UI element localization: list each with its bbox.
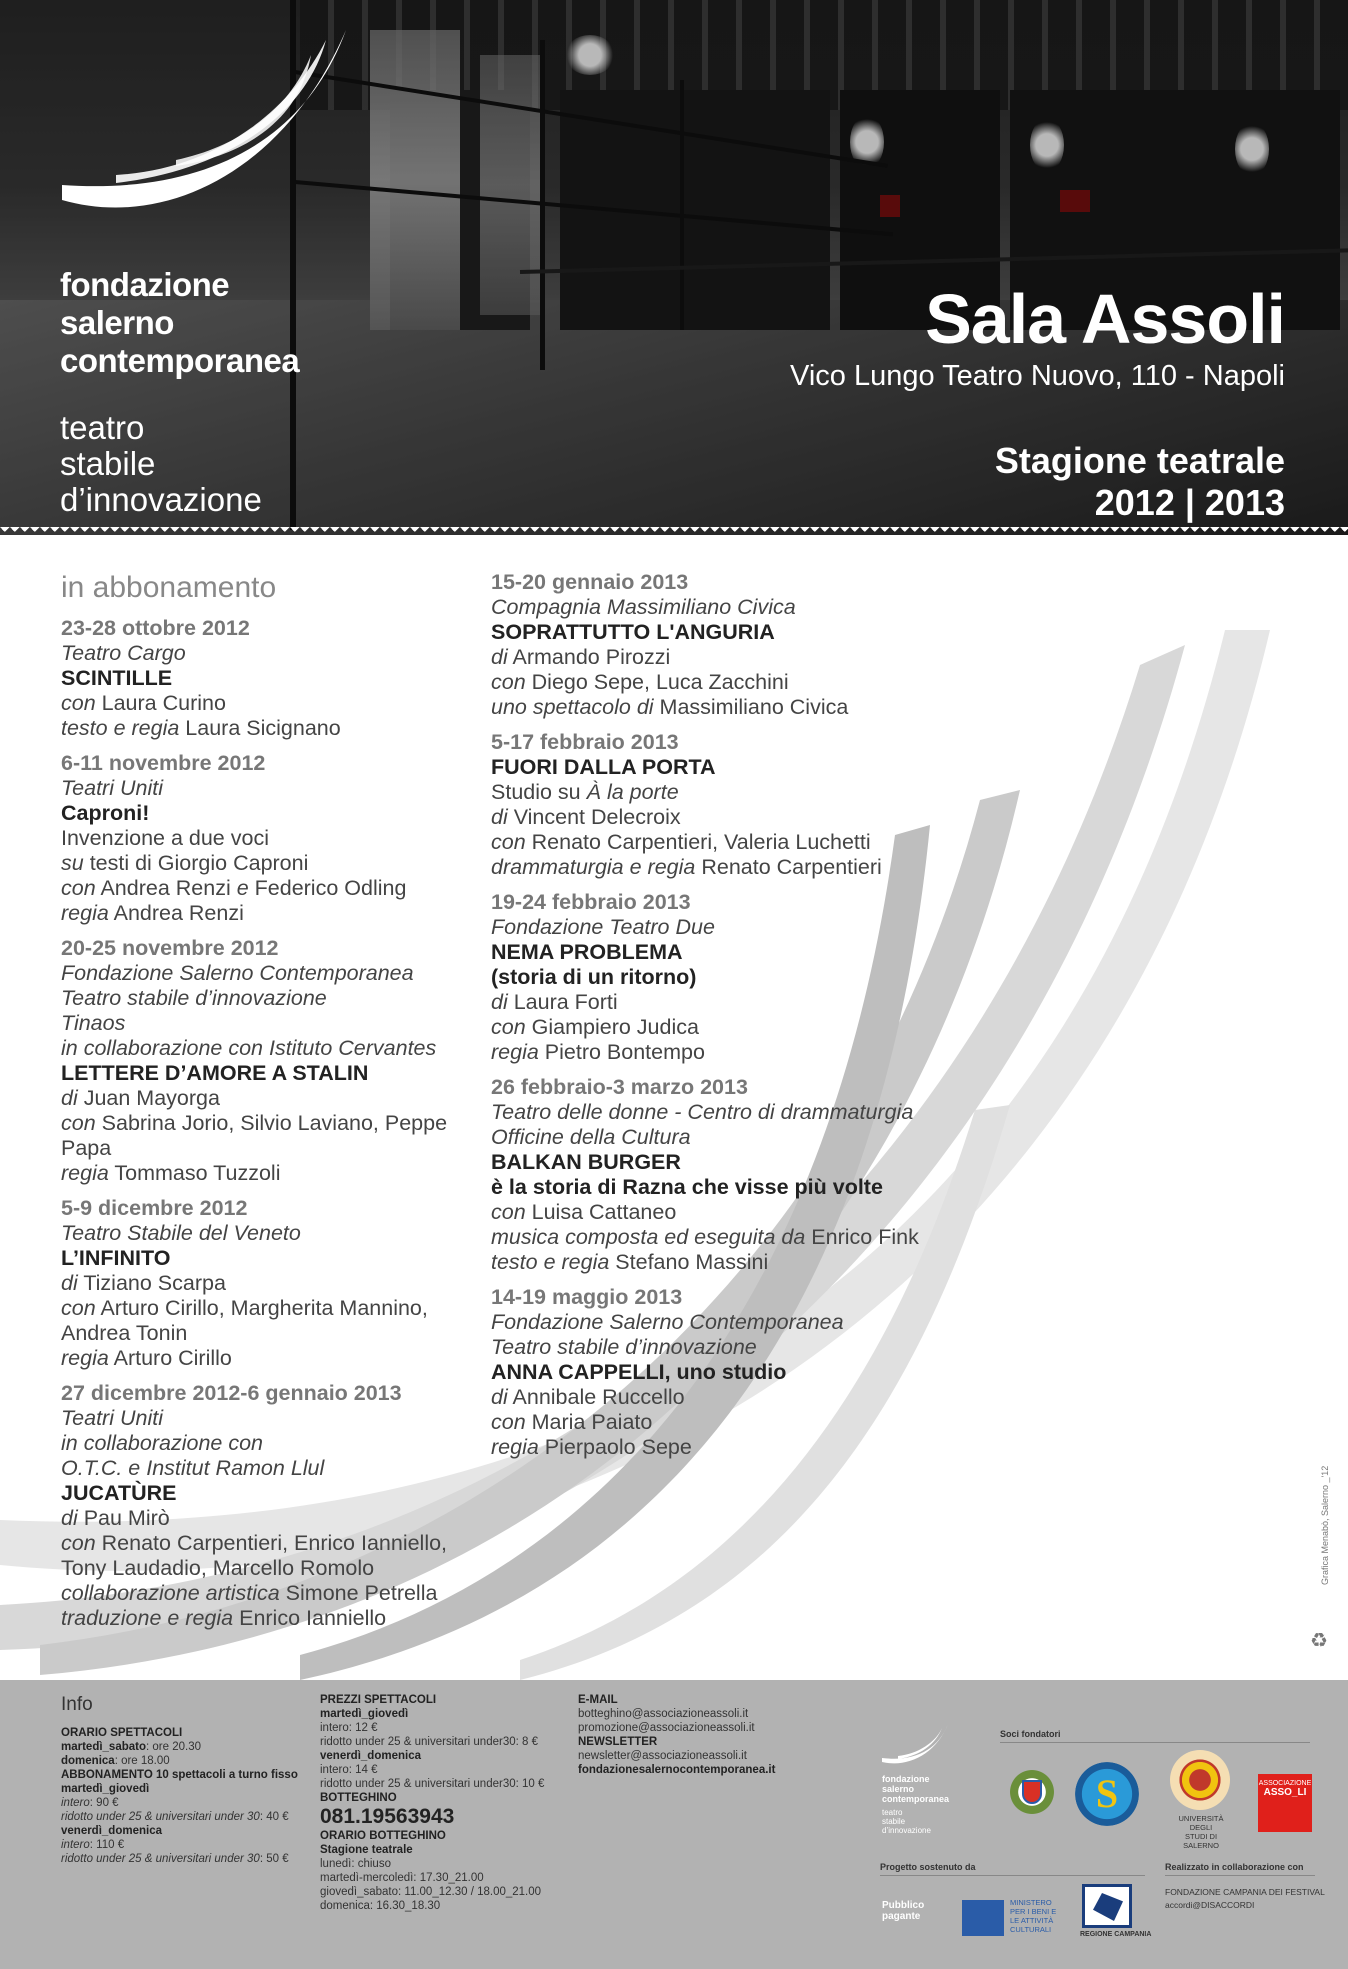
event-line <box>491 1435 971 1460</box>
event-line <box>61 1271 491 1296</box>
realizzato-label: Realizzato in collaborazione con <box>1165 1862 1304 1872</box>
info-line <box>320 1763 570 1777</box>
event-line-part: uno spettacolo di <box>491 695 654 719</box>
provincia-salerno-s-icon: S <box>1075 1762 1139 1826</box>
info-line-part: martedì-mercoledì: 17.30_21.00 <box>320 1872 484 1884</box>
pubblico-pagante-label <box>882 1900 924 1922</box>
event-line <box>491 780 971 805</box>
event-line: Andrea Tonin <box>61 1321 188 1345</box>
campania-shape-icon <box>1093 1893 1123 1921</box>
event-line: Teatri Uniti <box>61 776 163 800</box>
event-block <box>61 936 491 1186</box>
event-date: 6-11 novembre 2012 <box>61 751 266 775</box>
foundation-subtitle <box>60 410 262 518</box>
event-line-part: con <box>61 1111 96 1135</box>
info-line <box>61 1768 311 1782</box>
mibac-line: MINISTERO <box>1010 1898 1052 1907</box>
info-line-part: botteghino@associazioneassoli.it <box>578 1708 749 1720</box>
event-line-part: di <box>61 1086 78 1110</box>
event-line-part: Renato Carpentieri, Valeria Luchetti <box>525 830 871 854</box>
info-column-prices <box>320 1693 570 1913</box>
footer-foundation-sub-line: teatro <box>882 1808 903 1817</box>
info-line-part: : ore 18.00 <box>114 1755 170 1767</box>
event-line-part: di <box>491 990 508 1014</box>
info-line-part: ABBONAMENTO 10 spettacoli a turno fisso <box>61 1769 298 1781</box>
event-line-part: Juan Mayorga <box>77 1086 220 1110</box>
info-line-part: : 110 € <box>89 1839 125 1851</box>
info-line-part: promozione@associazioneassoli.it <box>578 1722 755 1734</box>
info-line <box>320 1777 570 1791</box>
regione-campania-logo-icon <box>1082 1884 1132 1928</box>
event-title: FUORI DALLA PORTA <box>491 755 716 779</box>
programme-right-column <box>491 570 971 1470</box>
info-line <box>61 1782 311 1796</box>
info-line <box>320 1871 570 1885</box>
box-office-hours <box>320 1829 570 1913</box>
event-line-part: regia <box>61 1161 109 1185</box>
info-line <box>578 1721 828 1735</box>
event-line-part: collaborazione artistica <box>61 1581 280 1605</box>
event-line-part: regia <box>61 1346 109 1370</box>
event-line <box>491 1385 971 1410</box>
event-line <box>491 695 971 720</box>
foundation-subtitle-line: teatro <box>60 409 145 446</box>
info-line <box>320 1735 570 1749</box>
info-column-contacts <box>578 1693 828 1777</box>
event-line: Teatro stabile d’innovazione <box>491 1335 757 1359</box>
event-line-part: À la porte <box>586 780 679 804</box>
info-line-part: martedì_sabato <box>61 1741 147 1753</box>
divider <box>1165 1875 1315 1876</box>
event-line: Tinaos <box>61 1011 126 1035</box>
event-line <box>61 901 491 926</box>
info-line <box>320 1899 570 1913</box>
info-line <box>320 1791 570 1805</box>
event-line <box>491 1410 971 1435</box>
event-block <box>491 1285 971 1460</box>
info-line-part: venerdì_domenica <box>61 1825 162 1837</box>
event-list-left <box>61 616 491 1631</box>
event-line-part: drammaturgia e regia <box>491 855 696 879</box>
event-line-part: con <box>61 1296 96 1320</box>
foundation-name <box>60 266 299 380</box>
info-line-part: NEWSLETTER <box>578 1736 658 1748</box>
info-line <box>320 1885 570 1899</box>
event-line: Officine della Cultura <box>491 1125 691 1149</box>
info-line-part: ridotto under 25 & universitari under30: 10 € <box>320 1778 545 1790</box>
event-line <box>61 1531 491 1556</box>
info-line-part: ORARIO BOTTEGHINO <box>320 1830 446 1842</box>
event-line-part: Tommaso Tuzzoli <box>108 1161 281 1185</box>
footer-foundation-sub-line: stabile <box>882 1817 906 1826</box>
season-label: Stagione teatrale <box>994 440 1285 481</box>
event-title: SCINTILLE <box>61 666 173 690</box>
event-line-part: Andrea Renzi <box>108 901 244 925</box>
event-line-part: regia <box>491 1435 539 1459</box>
event-line-part: Pierpaolo Sepe <box>538 1435 692 1459</box>
info-line-part: ridotto under 25 & universitari under30: 8 € <box>320 1736 538 1748</box>
footer-foundation-line: salerno <box>882 1784 915 1794</box>
info-line-part: domenica <box>61 1755 115 1767</box>
event-line-part: Luisa Cattaneo <box>525 1200 677 1224</box>
info-line-part: giovedì_sabato: 11.00_12.30 / 18.00_21.00 <box>320 1886 542 1898</box>
info-line <box>61 1726 311 1740</box>
event-line: Teatro Cargo <box>61 641 186 665</box>
partner-line: FONDAZIONE CAMPANIA DEI FESTIVAL <box>1165 1887 1325 1897</box>
info-line <box>61 1810 311 1824</box>
event-line: Teatro stabile d’innovazione <box>61 986 327 1010</box>
info-line-part: E-MAIL <box>578 1694 618 1706</box>
event-date: 5-17 febbraio 2013 <box>491 730 679 754</box>
event-line: Tony Laudadio, Marcello Romolo <box>61 1556 375 1580</box>
event-line-part: Laura Forti <box>507 990 618 1014</box>
event-title: SOPRATTUTTO L'ANGURIA <box>491 620 775 644</box>
programme-left-column <box>61 570 491 1641</box>
event-line-part: Sabrina Jorio, Silvio Laviano, Peppe Papa <box>61 1111 448 1160</box>
event-line <box>491 1225 971 1250</box>
season-years: 2012 | 2013 <box>1094 482 1285 523</box>
event-line-part: su <box>61 851 84 875</box>
info-line <box>61 1852 311 1866</box>
event-title: L’INFINITO <box>61 1246 171 1270</box>
info-line-part: ORARIO SPETTACOLI <box>61 1727 183 1739</box>
event-line-part: Armando Pirozzi <box>507 645 671 669</box>
event-line <box>61 691 491 716</box>
event-line <box>491 645 971 670</box>
event-line-part: traduzione e regia <box>61 1606 234 1630</box>
event-line-part: testo e regia <box>61 716 180 740</box>
event-line <box>61 716 491 741</box>
event-line: Teatro delle donne - Centro di drammaturgia <box>491 1100 914 1124</box>
event-line-part: regia <box>491 1040 539 1064</box>
event-line: Fondazione Salerno Contemporanea <box>491 1310 844 1334</box>
event-line-part: con <box>491 670 526 694</box>
regione-label: REGIONE CAMPANIA <box>1080 1931 1152 1938</box>
event-date: 5-9 dicembre 2012 <box>61 1196 248 1220</box>
info-line <box>578 1749 828 1763</box>
event-date: 15-20 gennaio 2013 <box>491 570 689 594</box>
info-line-part: : ore 20.30 <box>146 1741 201 1753</box>
info-line-part: BOTTEGHINO <box>320 1792 397 1804</box>
pubblico-line: Pubblico <box>882 1900 925 1911</box>
event-date: 23-28 ottobre 2012 <box>61 616 250 640</box>
info-line-part: intero: 14 € <box>320 1764 378 1776</box>
event-line <box>491 830 971 855</box>
comune-salerno-seal-icon <box>1000 1760 1064 1824</box>
event-line: Teatro Stabile del Veneto <box>61 1221 301 1245</box>
event-line: Compagnia Massimiliano Civica <box>491 595 796 619</box>
divider <box>880 1875 1145 1876</box>
event-date: 14-19 maggio 2013 <box>491 1285 683 1309</box>
divider <box>1000 1742 1310 1743</box>
event-title: ANNA CAPPELLI, uno studio <box>491 1360 787 1384</box>
partners-list <box>1165 1886 1325 1912</box>
info-line-part: domenica: 16.30_18.30 <box>320 1900 441 1912</box>
venue-title: Sala Assoli <box>925 280 1285 358</box>
event-line-part: di <box>491 645 508 669</box>
recycle-bin-icon: ♻ <box>1310 1630 1328 1652</box>
mibac-line: PER I BENI E <box>1010 1907 1057 1916</box>
assoli-label: ASSO_LI <box>1263 1787 1307 1798</box>
event-title: Caproni! <box>61 801 150 825</box>
unisa-label <box>1170 1814 1232 1850</box>
info-line-part: : 90 € <box>89 1797 119 1809</box>
event-line <box>491 990 971 1015</box>
event-line-part: Renato Carpentieri, Enrico Ianniello, <box>95 1531 448 1555</box>
info-line <box>320 1707 570 1721</box>
info-line <box>578 1707 828 1721</box>
event-line-part: regia <box>61 901 109 925</box>
info-line <box>320 1829 570 1843</box>
mibac-logo-icon <box>962 1900 1004 1936</box>
foundation-subtitle-line: d’innovazione <box>60 481 262 518</box>
event-line-part: con <box>491 1410 526 1434</box>
event-line-part: Tiziano Scarpa <box>77 1271 226 1295</box>
event-line-part: Arturo Cirillo, Margherita Mannino, <box>95 1296 428 1320</box>
event-line-part: e <box>236 876 249 900</box>
foundation-name-line: fondazione <box>60 266 230 303</box>
info-line-part: lunedì: chiuso <box>320 1858 391 1870</box>
info-line-part: newsletter@associazioneassoli.it <box>578 1750 747 1762</box>
event-line-part: di <box>61 1506 78 1530</box>
unisa-label-line: UNIVERSITÀ DEGLI <box>1178 1814 1224 1832</box>
footer-foundation-line: fondazione <box>882 1774 930 1784</box>
event-line-part: Simone Petrella <box>279 1581 438 1605</box>
info-line-part: ridotto under 25 & universitari under 30 <box>61 1811 260 1823</box>
footer-foundation-line: contemporanea <box>882 1794 950 1804</box>
event-line-part: Pau Mirò <box>77 1506 170 1530</box>
event-line <box>491 1200 971 1225</box>
info-line-part: : 40 € <box>259 1811 289 1823</box>
event-line <box>61 1111 491 1161</box>
assoli-label-small: ASSOCIAZIONE <box>1258 1780 1312 1787</box>
event-line: in collaborazione con <box>61 1431 263 1455</box>
event-title: è la storia di Razna che visse più volte <box>491 1175 883 1199</box>
mibac-label <box>1010 1898 1056 1934</box>
info-line <box>320 1693 570 1707</box>
event-line-part: Vincent Delecroix <box>507 805 681 829</box>
event-line <box>61 1346 491 1371</box>
event-line-part: Andrea Renzi <box>95 876 237 900</box>
info-line-part: martedì_giovedì <box>320 1708 409 1720</box>
event-block <box>491 730 971 880</box>
mibac-line: LE ATTIVITÀ <box>1010 1916 1054 1925</box>
info-line <box>578 1763 828 1777</box>
info-line-part: intero <box>61 1797 90 1809</box>
event-line-part: di <box>491 1385 508 1409</box>
event-line-part: Stefano Massini <box>609 1250 769 1274</box>
event-line <box>61 1606 491 1631</box>
event-line <box>61 851 491 876</box>
event-line-part: di <box>491 805 508 829</box>
event-block <box>61 1196 491 1371</box>
foundation-small-logo-arc <box>880 1722 950 1768</box>
event-line <box>491 855 971 880</box>
event-line <box>491 805 971 830</box>
shield-icon <box>1022 1780 1042 1804</box>
event-line <box>61 1506 491 1531</box>
event-line-part: Annibale Ruccello <box>507 1385 685 1409</box>
info-line <box>578 1735 828 1749</box>
event-title: (storia di un ritorno) <box>491 965 697 989</box>
event-line-part: Diego Sepe, Luca Zacchini <box>525 670 789 694</box>
event-date: 20-25 novembre 2012 <box>61 936 279 960</box>
info-line <box>320 1749 570 1763</box>
event-line-part: Studio su <box>491 780 587 804</box>
event-line-part: musica composta ed eseguita da <box>491 1225 806 1249</box>
info-line <box>320 1721 570 1735</box>
event-line-part: Massimiliano Civica <box>653 695 849 719</box>
info-line-part: fondazionesalernocontemporanea.it <box>578 1764 776 1776</box>
pubblico-line: pagante <box>882 1911 921 1922</box>
associazione-assoli-logo <box>1258 1774 1312 1832</box>
event-line: Fondazione Teatro Due <box>491 915 715 939</box>
event-title: LETTERE D’AMORE A STALIN <box>61 1061 369 1085</box>
event-line-part: testi di Giorgio Caproni <box>83 851 309 875</box>
info-column-schedule <box>61 1726 311 1866</box>
event-line-part: Enrico Ianniello <box>233 1606 387 1630</box>
event-line: Invenzione a due voci <box>61 826 269 850</box>
event-title: BALKAN BURGER <box>491 1150 681 1174</box>
info-line <box>320 1857 570 1871</box>
event-line <box>491 1040 971 1065</box>
event-line <box>61 1581 491 1606</box>
event-line-part: Pietro Bontempo <box>538 1040 705 1064</box>
event-line-part: con <box>61 691 96 715</box>
info-line <box>61 1796 311 1810</box>
info-line <box>61 1740 311 1754</box>
event-line <box>61 1161 491 1186</box>
event-line-part: Arturo Cirillo <box>108 1346 232 1370</box>
event-line <box>491 1015 971 1040</box>
info-title: Info <box>61 1694 93 1715</box>
prices-list <box>320 1693 570 1805</box>
footer-foundation-sub-line: d’innovazione <box>882 1826 931 1835</box>
info-line-part: Stagione teatrale <box>320 1844 413 1856</box>
info-line-part: ridotto under 25 & universitari under 30 <box>61 1853 260 1865</box>
info-line-part: PREZZI SPETTACOLI <box>320 1694 437 1706</box>
event-date: 27 dicembre 2012-6 gennaio 2013 <box>61 1381 402 1405</box>
info-line-part: intero <box>61 1839 90 1851</box>
event-line-part: con <box>61 1531 96 1555</box>
event-line-part: Giampiero Judica <box>525 1015 699 1039</box>
info-line-part: venerdì_domenica <box>320 1750 421 1762</box>
event-line: Teatri Uniti <box>61 1406 163 1430</box>
info-line <box>320 1843 570 1857</box>
event-date: 19-24 febbraio 2013 <box>491 890 691 914</box>
event-line-part: Federico Odling <box>248 876 407 900</box>
venue-address: Vico Lungo Teatro Nuovo, 110 - Napoli <box>790 360 1285 392</box>
event-line <box>491 670 971 695</box>
box-office-phone[interactable]: 081.19563943 <box>320 1805 455 1828</box>
event-line-part: con <box>61 876 96 900</box>
info-line <box>61 1824 311 1838</box>
event-line-part: con <box>491 1015 526 1039</box>
footer-foundation-subtitle <box>882 1808 931 1835</box>
unisa-label-line: STUDI DI SALERNO <box>1183 1832 1219 1850</box>
event-line-part: Laura Curino <box>95 691 226 715</box>
event-block <box>61 616 491 741</box>
mibac-line: CULTURALI <box>1010 1925 1052 1934</box>
event-line <box>61 1086 491 1111</box>
info-line <box>61 1754 311 1768</box>
event-title: JUCATÙRE <box>61 1481 177 1505</box>
event-block <box>61 1381 491 1631</box>
event-line <box>61 1296 491 1321</box>
event-line <box>491 1250 971 1275</box>
progetto-label: Progetto sostenuto da <box>880 1862 976 1872</box>
event-line: O.T.C. e Institut Ramon Llul <box>61 1456 325 1480</box>
info-line-part: intero: 12 € <box>320 1722 378 1734</box>
event-line-part: con <box>491 830 526 854</box>
event-line <box>61 876 491 901</box>
event-line-part: Enrico Fink <box>805 1225 919 1249</box>
foundation-name-line: salerno <box>60 304 174 341</box>
foundation-subtitle-line: stabile <box>60 445 156 482</box>
subscription-label: in abbonamento <box>61 571 277 604</box>
foundation-logo-arc <box>56 20 356 220</box>
footer-foundation-name <box>882 1774 949 1804</box>
event-line-part: testo e regia <box>491 1250 610 1274</box>
event-line-part: con <box>491 1200 526 1224</box>
hero-photo <box>0 0 1348 535</box>
info-line-part: martedì_giovedì <box>61 1783 150 1795</box>
event-block <box>491 890 971 1065</box>
design-credit: Grafica Menabò, Salerno _'12 <box>1320 1465 1330 1585</box>
event-block <box>491 1075 971 1275</box>
event-block <box>61 751 491 926</box>
info-line-part: : 50 € <box>259 1853 289 1865</box>
partner-line: accordi@DISACCORDI <box>1165 1900 1255 1910</box>
info-line <box>578 1693 828 1707</box>
event-line-part: Maria Paiato <box>525 1410 653 1434</box>
event-line-part: di <box>61 1271 78 1295</box>
event-line: Fondazione Salerno Contemporanea <box>61 961 414 985</box>
event-line-part: Renato Carpentieri <box>695 855 882 879</box>
info-line <box>61 1838 311 1852</box>
soci-label: Soci fondatori <box>1000 1729 1061 1739</box>
event-line-part: Laura Sicignano <box>179 716 341 740</box>
event-line: in collaborazione con Istituto Cervantes <box>61 1036 437 1060</box>
universita-salerno-seal-icon <box>1170 1750 1230 1810</box>
event-date: 26 febbraio-3 marzo 2013 <box>491 1075 748 1099</box>
foundation-name-line: contemporanea <box>60 342 300 379</box>
event-title: NEMA PROBLEMA <box>491 940 683 964</box>
event-list-right <box>491 570 971 1460</box>
event-block <box>491 570 971 720</box>
